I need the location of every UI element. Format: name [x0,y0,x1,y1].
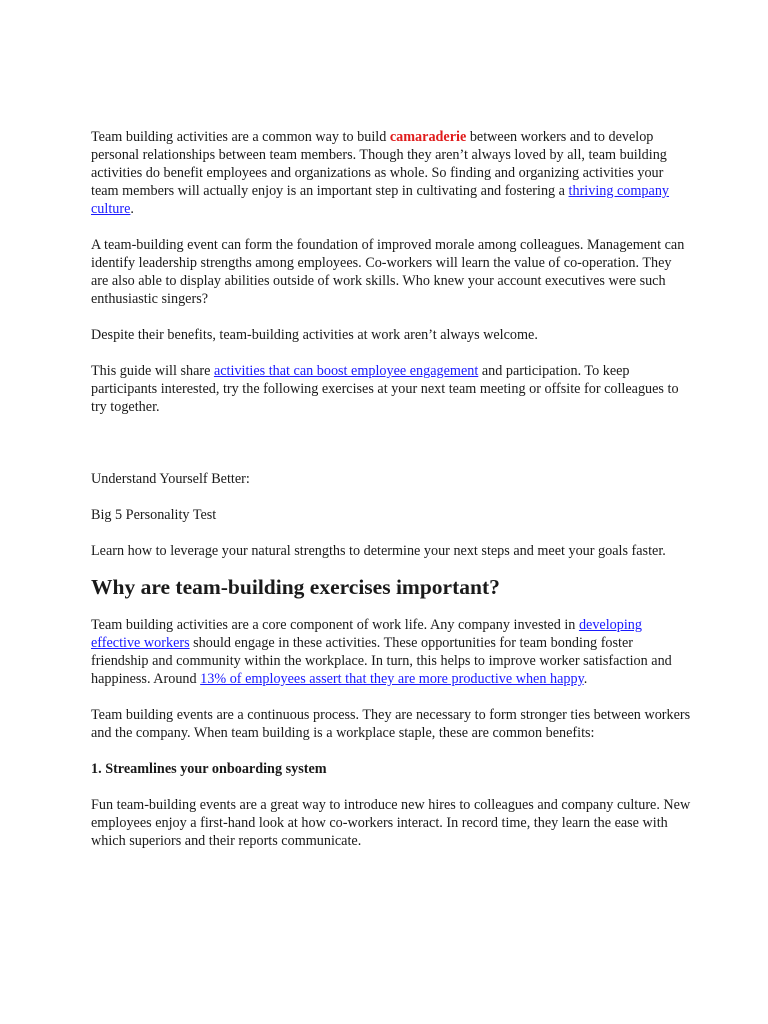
thriving-company-culture-link[interactable]: thriving company culture [91,183,670,217]
boost-engagement-link[interactable]: activities that can boost employee engagement [213,363,479,379]
productive-when-happy-link[interactable]: 13% of employees assert that they are more productive when happy [200,671,584,687]
onboarding-subheading: 1. Streamlines your onboarding system [91,761,327,777]
intro-paragraph-4 [91,362,691,416]
intro-paragraph-3: Despite their benefits, team-building activities at work aren’t always welcome. [91,327,538,343]
intro-paragraph-1 [91,128,691,218]
section-p1-text-before: Team building activities are a core component of work life. Any company invested in [91,617,579,633]
section-paragraph-3: Fun team-building events are a great way to introduce new hires to colleagues and company culture. New employees enjoy a first-hand look at how co-workers interact. In record time, they learn the ease with which superiors and their reports communicate. [91,797,691,849]
intro-p4-text-before: This guide will share [91,363,214,379]
intro-paragraph-2: A team-building event can form the foundation of improved morale among colleagues. Management can identify leadership strengths among employees. Co-workers will learn the value of co-operation. They are also able to display abilities outside of work skills. Who knew your account executives were such enthusiastic singers? [91,237,685,307]
intro-p4-text-after: and participation. To keep participants interested, try the following exercises at your next team meeting or offsite for colleagues to try together. [91,363,679,415]
section-p1-text-after: . [583,671,588,687]
section-heading: Why are team-building exercises important? [91,575,500,599]
section-paragraph-1 [91,616,691,688]
intro-p1-text-after: . [130,201,134,217]
section-paragraph-2: Team building events are a continuous process. They are necessary to form stronger ties between workers and the company. When team building is a workplace staple, these are common benefits: [91,707,691,741]
developing-effective-workers-link[interactable]: developing effective workers [91,617,642,651]
promo-label: Understand Yourself Better: [91,471,250,487]
intro-p1-text-middle: between workers and to develop personal relationships between team members. Though they aren’t always loved by all, team building activities do benefit employees and organizations as whole. So finding and organizing activities your team members will actually enjoy is an important step in cultivating and fostering a [91,129,667,199]
section-p1-text-middle: should engage in these activities. These opportunities for team bonding foster friendship and community within the workplace. In turn, this helps to improve worker satisfaction and happiness. Around [91,635,672,687]
camaraderie-highlight: camaraderie [389,129,467,145]
promo-description: Learn how to leverage your natural strengths to determine your next steps and meet your goals faster. [91,543,666,559]
intro-p1-text-before: Team building activities are a common way to build [91,129,390,145]
promo-title: Big 5 Personality Test [91,507,217,523]
document-page [91,128,691,850]
